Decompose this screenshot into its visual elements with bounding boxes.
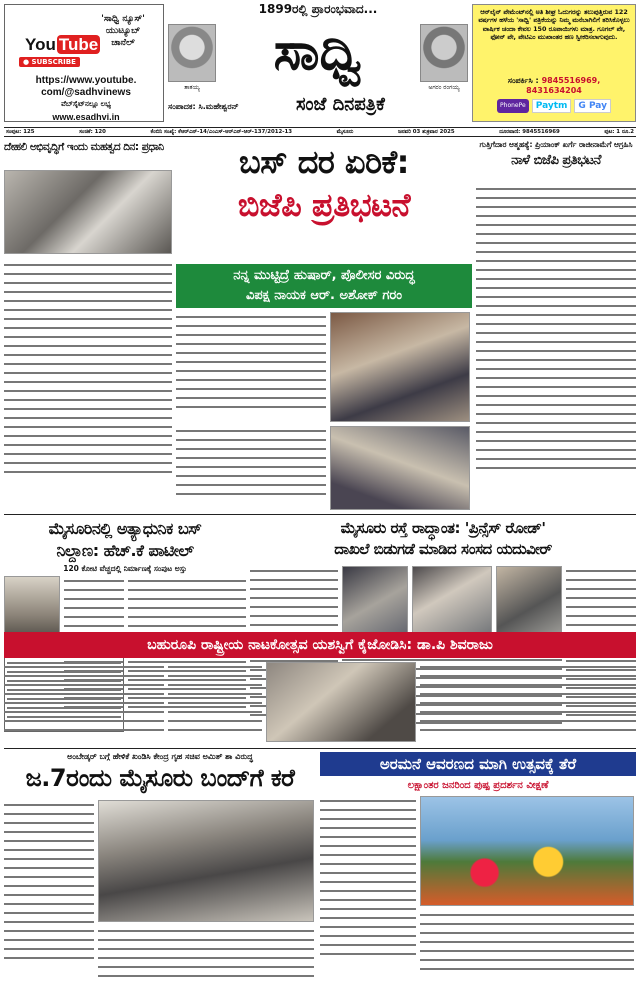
masthead-title: ಸಾಧ್ವಿ <box>273 21 363 82</box>
theatre-story-body <box>4 662 164 746</box>
left-story <box>4 140 172 510</box>
website-note: ವೆಬ್‌ಸೈಟ್‌ನಲ್ಲೂ ಲಭ್ಯ <box>61 101 111 108</box>
ad-text: ಆನ್‌ಲೈನ್ ಪೇಮೆಂಟ್‌ನಲ್ಲಿ ಅತಿ ಶೀಘ್ರ ಓದುಗರನ್ನು ತಲುಪುತ್ತಿರುವ 122 ವರ್ಷಗಳ ಹಳೆಯ 'ಸಾಧ್ವಿ' ಪತ್ರಿಕೆಯನ್ನು ನಿಮ್ಮ ಮನೆಬಾಗಿಲಿಗೆ ತರಿಸಿಕೊಳ್ಳಲು ವಾರ್ಷಿಕ ಚಂದಾ ಕೇವಲ 150 ರೂಪಾಯಿಗಳು ಮಾತ್ರ. ಗೂಗಲ್ ಪೇ, ಫೋನ್ ಪೇ, ಪೇಟಿಎಂ ಮುಖಾಂತರ ಹಣ ಸ್ವೀಕರಿಸಲಾಗುವುದು. <box>478 8 630 42</box>
bottom-right-story <box>320 752 636 990</box>
lead-photo-2 <box>330 426 470 510</box>
bottom-right-headline: ಅರಮನೆ ಆವರಣದ ಮಾಗಿ ಉತ್ಸವಕ್ಕೆ ತೆರೆ <box>379 755 577 773</box>
theatre-story-body-2 <box>168 662 262 746</box>
flower-show-photo <box>420 796 634 906</box>
red-banner-text: ಬಹುರೂಪಿ ರಾಷ್ಟ್ರೀಯ ನಾಟಕೋತ್ಸವ ಯಶಸ್ವಿಗೆ ಕೈಜೋಡಿಸಿ: ಡಾ.ಪಿ ಶಿವರಾಜು <box>147 637 493 653</box>
lead-body-2 <box>176 426 326 510</box>
info-bar <box>4 127 636 137</box>
youtube-promo <box>4 4 164 122</box>
info-phone: ದೂರವಾಣಿ: 9845516969 <box>499 128 560 135</box>
lead-subhead-1: ನನ್ನ ಮುಟ್ಟಿದ್ರೆ ಹುಷಾರ್, ಪೊಲೀಸರ ವಿರುದ್ಧ <box>233 268 415 283</box>
mid-center-photo-1 <box>342 566 408 642</box>
paytm-logo: Paytm <box>532 99 572 113</box>
lead-body <box>176 312 326 422</box>
lead-subhead-banner <box>176 264 472 308</box>
subscribe-badge: ● SUBSCRIBE <box>19 57 80 67</box>
mid-center-photo-3 <box>496 566 562 642</box>
info-volume: ಸಂಪುಟ: 125 <box>6 128 35 135</box>
masthead-subtitle: ಸಂಜೆ ದಿನಪತ್ರಿಕೆ <box>296 94 385 115</box>
bottom-right-body-2 <box>420 910 634 988</box>
mid-center-headline-2: ದಾಖಲೆ ಬಿಡುಗಡೆ ಮಾಡಿದ ಸಂಸದ ಯದುವೀರ್ <box>334 540 552 558</box>
ad-phone-1: 9845516969, <box>541 76 601 85</box>
masthead-tagline: 1899ರಲ್ಲಿ ಪ್ರಾರಂಭವಾದ... <box>258 2 378 16</box>
phonepe-logo: PhonePe <box>497 99 529 113</box>
right-story-headline: ನಾಳೆ ಬಿಜೆಪಿ ಪ್ರತಿಭಟನೆ <box>511 153 601 168</box>
mid-center-headline-1: ಮೈಸೂರು ರಸ್ತೆ ರಾದ್ಧಾಂತ: 'ಪ್ರಿನ್ಸೆಸ್ ರೋಡ್' <box>340 519 546 537</box>
bottom-right-banner <box>320 752 636 776</box>
left-story-body <box>4 260 172 508</box>
red-banner <box>4 632 636 658</box>
masthead-editor: ಸಂಪಾದಕ: ಸಿ.ಮಹೇಶ್ವರನ್ <box>168 102 239 111</box>
portrait-left-caption: ತಾತಯ್ಯ <box>184 84 200 91</box>
bottom-right-body <box>320 796 416 988</box>
bottom-left-body <box>4 800 94 988</box>
bottom-left-headline: ಜ.7ರಂದು ಮೈಸೂರು ಬಂದ್‌ಗೆ ಕರೆ <box>25 764 295 792</box>
portrait-right <box>420 24 468 82</box>
mid-left-headline-2: ನಿಲ್ದಾಣ: ಹೆಚ್.ಕೆ ಪಾಟೀಲ್ <box>56 541 194 560</box>
bottom-right-subhead: ಲಕ್ಷಾಂತರ ಜನರಿಂದ ಪುಷ್ಪ ಪ್ರದರ್ಶನ ವೀಕ್ಷಣೆ <box>407 780 549 791</box>
youtube-logo: You Tube <box>25 35 99 54</box>
lead-headline-1: ಬಸ್ ದರ ಏರಿಕೆ: <box>239 143 409 181</box>
theatre-story-photo <box>266 662 416 742</box>
bottom-left-story <box>4 752 316 990</box>
bottom-left-body-2 <box>98 926 314 988</box>
masthead <box>168 2 468 126</box>
lead-headline-2: ಬಿಜೆಪಿ ಪ್ರತಿಭಟನೆ <box>237 186 411 224</box>
right-story-body <box>476 184 636 510</box>
subscription-ad <box>472 4 636 122</box>
youtube-url[interactable]: https://www.youtube. <box>35 75 137 86</box>
mid-center-photo-2 <box>412 566 492 642</box>
info-date: ಜನವರಿ 03 ಶುಕ್ರವಾರ 2025 <box>398 128 455 135</box>
lead-story <box>176 140 472 512</box>
right-story-kicker: ಗುತ್ತಿಗೆದಾರ ಆತ್ಮಹತ್ಯೆ: ಪ್ರಿಯಾಂಕ್ ಖರ್ಗೆ ರಾಜೀನಾಮೆಗೆ ಆಗ್ರಹಿಸಿ <box>479 140 633 149</box>
ad-contact-label: ಸಂಪರ್ಕಿಸಿ : <box>507 76 539 85</box>
lead-photo-1 <box>330 312 470 422</box>
portrait-left <box>168 24 216 82</box>
info-registration: ಕೆಂಬಿನಿ ಸಂಖ್ಯೆ: ಕೆಆರ್‌ಎನ್-14/ಎಂಎಸ್-ಆರ್‌ಎನ್-ಆರ್-137/2012-13 <box>150 128 292 135</box>
info-page: ಪುಟ: 1 ರೂ.2 <box>604 128 634 135</box>
bottom-left-photo <box>98 800 314 922</box>
info-city: ಮೈಸೂರು <box>336 128 354 135</box>
youtube-channel-text: 'ಸಾಧ್ವಿ ನ್ಯೂಸ್' ಯುಟ್ಯೂಬ್ ಚಾನೆಲ್ <box>101 14 145 48</box>
mid-left-headline-1: ಮೈಸೂರಿನಲ್ಲಿ ಅತ್ಯಾಧುನಿಕ ಬಸ್ <box>48 519 202 538</box>
info-issue: ಸಂಚಿಕೆ: 120 <box>79 128 106 135</box>
bell-icon: ● <box>23 58 30 66</box>
portrait-right-caption: ಅಗರಂ ರಂಗಯ್ಯ <box>428 84 460 91</box>
left-story-photo <box>4 170 172 254</box>
right-story <box>476 140 636 512</box>
gpay-logo: G Pay <box>574 99 611 113</box>
bottom-left-kicker: ಅಂಬೇಡ್ಕರ್ ಬಗ್ಗೆ ಹೇಳಿಕೆ ಖಂಡಿಸಿ ಕೇಂದ್ರ ಗೃಹ ಸಚಿವ ಅಮಿತ್ ಶಾ ವಿರುದ್ಧ <box>67 752 253 761</box>
ad-phone-2: 8431634204 <box>526 86 582 95</box>
lead-subhead-2: ವಿಪಕ್ಷ ನಾಯಕ ಆರ್. ಅಶೋಕ್ ಗರಂ <box>245 288 403 303</box>
mid-left-subhead: 120 ಕೋಟಿ ವೆಚ್ಚದಲ್ಲಿ ನಿರ್ಮಾಣಕ್ಕೆ ಸಂಪುಟ ಅಸ್ತು <box>63 564 187 573</box>
theatre-story-body-3 <box>420 662 636 746</box>
website-url[interactable]: www.esadhvi.in <box>52 112 120 122</box>
left-story-headline: ದೇಹಲಿ ಅಭಿವೃದ್ಧಿಗೆ ಇಂದು ಮಹತ್ವದ ದಿನ: ಪ್ರಧಾನಿ <box>4 141 164 153</box>
youtube-url-2[interactable]: com/@sadhvinews <box>41 87 131 98</box>
